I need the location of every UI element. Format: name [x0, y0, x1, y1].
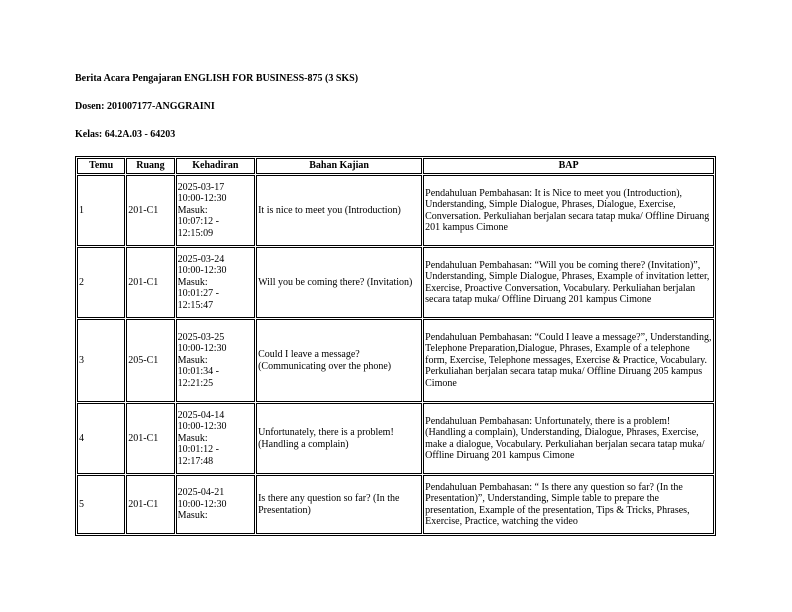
bahan-kajian-cell: Unfortunately, there is a problem! (Handling a complain): [256, 403, 422, 474]
ruang-cell: 201-C1: [126, 475, 174, 534]
table-header-row: [77, 158, 714, 174]
temu-cell: 1: [77, 175, 125, 246]
temu-cell: 4: [77, 403, 125, 474]
table-row: [77, 175, 714, 246]
kehadiran-masuk-label: Masuk:: [177, 510, 208, 522]
table-row: [77, 247, 714, 318]
ruang-cell: 201-C1: [126, 247, 174, 318]
kehadiran-date: 2025-03-17: [177, 181, 225, 193]
kehadiran-masuk-label: Masuk:: [177, 276, 208, 288]
kehadiran-time: 10:00-12:30: [177, 265, 227, 277]
column-header-bap: BAP: [423, 158, 714, 174]
bap-cell: Pendahuluan Pembahasan: “Will you be coming there? (Invitation)”, Understanding, Simple Dialogue, Phrases, Example of invitation letter, Exercise, Proactive Conversation, Vocabulary. Perkuliahan berjalan secara tatap muka/ Offline Diruang 201 kampus Cimone: [423, 247, 714, 318]
kehadiran-masuk-label: Masuk:: [177, 432, 208, 444]
attendance-table: [75, 156, 716, 536]
bahan-kajian-cell: Is there any question so far? (In the Presentation): [256, 475, 422, 534]
bap-cell: Pendahuluan Pembahasan: Unfortunately, there is a problem! (Handling a complain), Understanding, Dialogue, Phrases, Exercise, make a dialogue, Vocabulary. Perkuliahan berjalan secara tatap muka/ Offline Diruang 201 kampus Cimone: [423, 403, 714, 474]
kehadiran-out: 12:21:25: [177, 377, 214, 389]
kehadiran-masuk-label: Masuk:: [177, 354, 208, 366]
kehadiran-time: 10:00-12:30: [177, 421, 227, 433]
bahan-kajian-cell: It is nice to meet you (Introduction): [256, 175, 422, 246]
bap-cell: Pendahuluan Pembahasan: “Could I leave a message?”, Understanding, Telephone Preparation,Dialogue, Phrases, Example of a telephone form, Exercise, Telephone messages, Exercise & Practice, Vocabulary. Perkuliahan berjalan secara tatap muka/ Offline Diruang 205 kampus Cimone: [423, 319, 714, 402]
column-header-ruang: Ruang: [126, 158, 174, 174]
ruang-cell: 205-C1: [126, 319, 174, 402]
kehadiran-time: 10:00-12:30: [177, 498, 227, 510]
column-header-kehadiran: Kehadiran: [176, 158, 256, 174]
column-header-bahan-kajian: Bahan Kajian: [256, 158, 422, 174]
table-row: [77, 475, 714, 534]
class-line: Kelas: 64.2A.03 - 64203: [75, 129, 176, 140]
kehadiran-time: 10:00-12:30: [177, 343, 227, 355]
kehadiran-out: 12:15:47: [177, 299, 214, 311]
ruang-cell: 201-C1: [126, 403, 174, 474]
kehadiran-out: 12:15:09: [177, 227, 214, 239]
kehadiran-in: 10:01:27 -: [177, 288, 219, 300]
temu-cell: 3: [77, 319, 125, 402]
bahan-kajian-cell: Could I leave a message? (Communicating over the phone): [256, 319, 422, 402]
kehadiran-in: 10:07:12 -: [177, 216, 219, 228]
kehadiran-date: 2025-03-24: [177, 253, 225, 265]
ruang-cell: 201-C1: [126, 175, 174, 246]
kehadiran-time: 10:00-12:30: [177, 193, 227, 205]
kehadiran-date: 2025-03-25: [177, 331, 225, 343]
kehadiran-out: 12:17:48: [177, 455, 214, 467]
kehadiran-cell: [176, 475, 256, 534]
bap-cell: Pendahuluan Pembahasan: “ Is there any question so far? (In the Presentation)”, Understanding, Simple table to prepare the presentation, Example of the presentation, Tips & Tricks, Phrases, Exercise, Practice, watching the video: [423, 475, 714, 534]
kehadiran-date: 2025-04-21: [177, 487, 225, 499]
kehadiran-masuk-label: Masuk:: [177, 204, 208, 216]
temu-cell: 5: [77, 475, 125, 534]
kehadiran-in: 10:01:12 -: [177, 444, 219, 456]
table-row: [77, 403, 714, 474]
kehadiran-cell: [176, 247, 256, 318]
kehadiran-cell: [176, 319, 256, 402]
document-title: Berita Acara Pengajaran ENGLISH FOR BUSINESS-875 (3 SKS): [75, 73, 359, 84]
bahan-kajian-cell: Will you be coming there? (Invitation): [256, 247, 422, 318]
table-row: [77, 319, 714, 402]
bap-cell: Pendahuluan Pembahasan: It is Nice to meet you (Introduction), Understanding, Simple Dialogue, Phrases, Dialogue, Exercise, Conversation. Perkuliahan berjalan secara tatap muka/ Offline Diruang 201 kampus Cimone: [423, 175, 714, 246]
temu-cell: 2: [77, 247, 125, 318]
kehadiran-date: 2025-04-14: [177, 409, 225, 421]
kehadiran-cell: [176, 403, 256, 474]
kehadiran-cell: [176, 175, 256, 246]
lecturer-line: Dosen: 201007177-ANGGRAINI: [75, 101, 215, 112]
column-header-temu: Temu: [77, 158, 125, 174]
kehadiran-in: 10:01:34 -: [177, 366, 219, 378]
